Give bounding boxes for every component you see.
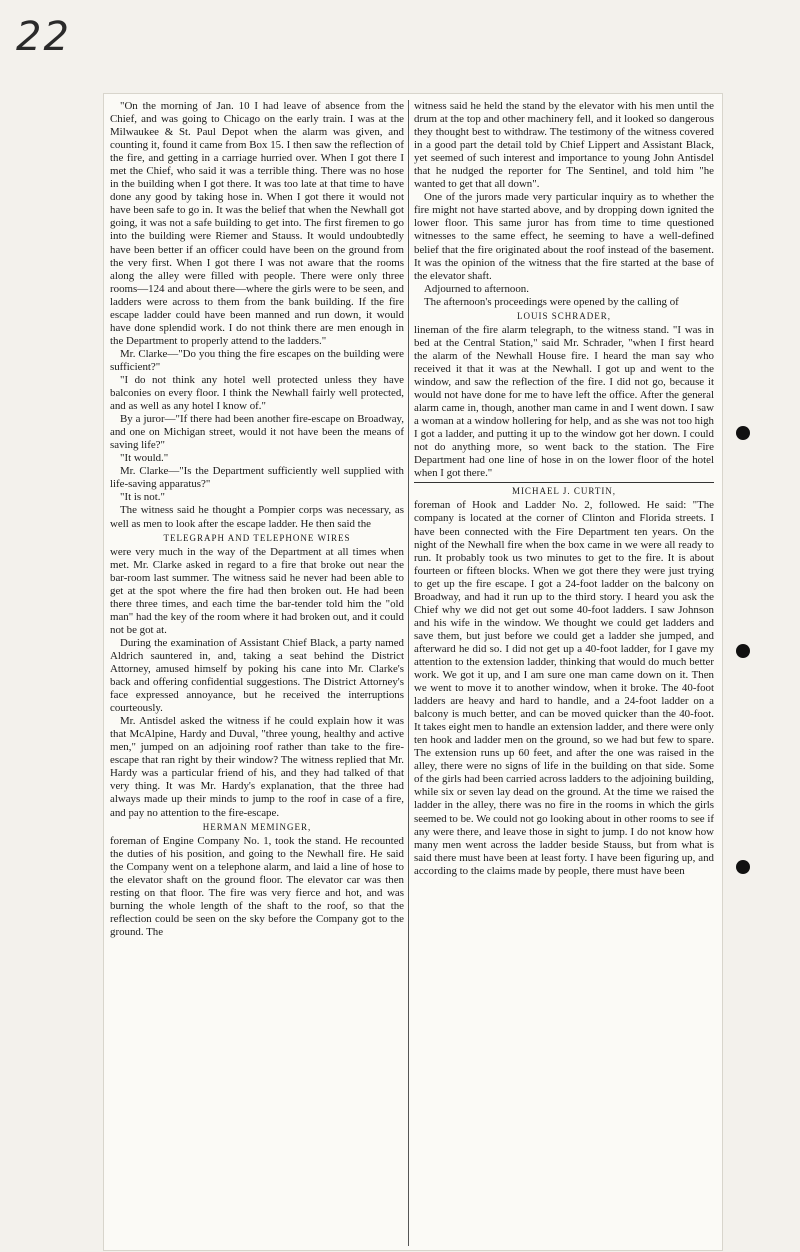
paragraph: "It is not."	[120, 491, 165, 504]
paragraph: During the examination of Assistant Chief Black, a party named Aldrich sauntered in, and, taking a seat behind the District Attorney, amused himself by poking his cane into Mr. Clarke's back and offering confidential suggestions. The District Attorney's face expressed annoyance, but he received the interruptions courteously.	[110, 636, 404, 715]
left-column	[110, 100, 404, 1250]
subheading-michael-curtin: MICHAEL J. CURTIN,	[511, 486, 617, 497]
paragraph: "I do not think any hotel well protected unless they have balconies on every floor. I think the Newhall fairly well protected, and as well as any hotel I know of."	[110, 373, 404, 413]
paragraph: Adjourned to afternoon.	[424, 282, 529, 295]
paragraph: foreman of Engine Company No. 1, took the stand. He recounted the duties of his position, and going to the Newhall fire. He said the Company went on a telephone alarm, and laid a line of hose to the elevator shaft on the ground floor. The elevator car was then resting on that floor. The fire was very fierce and hot, and was burning the whole length of the shaft to the roof, so that the reflection could be seen on the sky before the Company got to the ground. The	[110, 834, 404, 938]
column-divider	[408, 100, 409, 1246]
subheading-louis-schrader: LOUIS SCHRADER,	[516, 310, 611, 321]
paragraph: witness said he held the stand by the elevator with his men until the drum at the top and other machinery fell, and it looked so dangerous they thought best to withdraw. The testimony of the witness covered in a good part the detail told by Chief Lippert and Assistant Black, yet seemed of such interest and importance to young John Antisdel that he nudged the reporter for The Sentinel, and told him "he wanted to get that all down".	[414, 100, 714, 191]
page-number: 22	[16, 14, 71, 60]
right-column	[414, 100, 714, 1250]
binder-hole	[736, 860, 750, 874]
paragraph: Mr. Antisdel asked the witness if he could explain how it was that McAlpine, Hardy and Duval, "three young, healthy and active men," jumped on an adjoining roof rather than take to the fire-escape that ran right by their window? The witness replied that Mr. Hardy was a particular friend of his, and they had talked of that very thing. It was Mr. Hardy's explanation, that the three had always made up their minds to jump to the roof in case of a fire, and pay no attention to the fire-escape.	[110, 715, 404, 819]
paragraph: "On the morning of Jan. 10 I had leave of absence from the Chief, and was going to Chicago on the early train. I was at the Milwaukee & St. Paul Depot when the alarm was given, and counting it, found it came from Box 15. I then saw the reflection of the fire, and getting in a carriage hurried over. When I got there I met the Chief, who said it was a terrible thing. There was no hose in the building when I got there. It was too late at that time to have done any good by taking hose in. When I got there it would not have been safe to go in. It was the belief that when the Newhall got going, it was not a safe building to get into. The first firemen to go into the building were Riemer and Stauss. It would undoubtedly have been better if an officer could have been on the ground from the very first. When I got there I was not aware that the rooms along the alley were filled with people. There were only three rooms—124 and about there—where the girls were to be seen, and ladders were across to them from the bank building. If the fire escape ladder could have been manned and run down, it would have done splendid work. I do not think there are men enough in the Department to properly attend to the ladders."	[110, 100, 404, 347]
binder-hole	[736, 426, 750, 440]
newspaper-clipping	[104, 94, 722, 1250]
paragraph: foreman of Hook and Ladder No. 2, followed. He said: "The company is located at the corner of Clinton and Florida streets. I have been connected with the Fire Department ten years. On the night of the Newhall fire when the box came in we were all ready to run. It probably took us two minutes to get to the fire. It is about fourteen or fifteen blocks. When we got there they were just trying to get up the fire escape. I got a 24-foot ladder on the balcony on Broadway, and had it run up to the third story. I heard you ask the Chief why we did not get out some 40-foot ladders. I saw Johnson and his wife in the window. We thought we could get ladders and save them, but just before we could get a ladder she jumped, and afterward he did so. I did not get up a 40-foot ladder, for I gave my attention to the extension ladder, thinking that would do much better work. We got it up, and I am sure one man came down on it. Then we went to move it to another window, when it broke. The 40-foot ladders are heavy and hard to handle, and a 24-foot ladder on a balcony is much better, and can be moved quicker than the 40-foot. It takes eight men to handle an extension ladder, and there were only ten hook and ladder men on the ground, so we had but few to spare. The extension runs up 60 feet, and after the one was raised in the alley, there were no signs of life in the building on that side. Some of the girls had been carried across ladders to the adjoining building, while six or seven lay dead on the ground. At the time we raised the ladder in the alley, there was no fire in the rooms in which the girls seemed to be. We could not go looking about in other rooms to see if any were there, and leave those in sight to jump. I do not know how many men went across the ladder beside Stauss, but from what is said there must have been at least forty. I have been figuring up, and according to the claims made by people, there must have been	[414, 499, 714, 877]
paragraph: were very much in the way of the Department at all times when met. Mr. Clarke asked in regard to a fire that broke out near the bar-room last summer. The witness said he never had been able to get at the spot where the fire had then broken out. He had been there three times, and each time the bar-tender told him the "old man" had the key of the room where it had broken out, and it could not be got at.	[110, 545, 404, 636]
paragraph: "It would."	[120, 452, 169, 465]
section-rule	[414, 482, 714, 483]
subheading-telegraph-wires: TELEGRAPH AND TELEPHONE WIRES	[163, 532, 351, 543]
paragraph: lineman of the fire alarm telegraph, to the witness stand. "I was in bed at the Central Station," said Mr. Schrader, "when I first heard the alarm of the Newhall House fire. I heard the man say who received it that it was at the Newhall. I got up and went to the window, and saw the reflection of the fire. I did not go, because it would not have done for me to have left the office. After the general alarm came in, though, another man came in and I went down. I saw a woman at a window hollering for help, and as she was not too high I got a ladder, and putting it up to the window got her down. I could not do anything more, so went back to the station. The Fire Department had one line of hose in on the lower floor of the hotel when I got there."	[414, 323, 714, 480]
subheading-herman-meminger: HERMAN MEMINGER,	[202, 821, 312, 832]
paragraph: By a juror—"If there had been another fire-escape on Broadway, and one on Michigan street, would it not have been the means of saving life?"	[110, 413, 404, 452]
paragraph: The afternoon's proceedings were opened by the calling of	[424, 295, 679, 308]
paragraph: Mr. Clarke—"Do you thing the fire escapes on the building were sufficient?"	[110, 347, 404, 373]
binder-hole	[736, 644, 750, 658]
paragraph: The witness said he thought a Pompier corps was necessary, as well as men to look after the escape ladder. He then said the	[110, 504, 404, 530]
paragraph: One of the jurors made very particular inquiry as to whether the fire might not have started above, and by dropping down ignited the lower floor. This same juror has from time to time questioned witnesses to the same effect, he seeming to have a well-defined belief that the fire originated about the roof instead of the basement. It was the opinion of the witness that the fire started at the base of the elevator shaft.	[414, 191, 714, 282]
paragraph: Mr. Clarke—"Is the Department sufficiently well supplied with life-saving apparatus?"	[110, 465, 404, 491]
